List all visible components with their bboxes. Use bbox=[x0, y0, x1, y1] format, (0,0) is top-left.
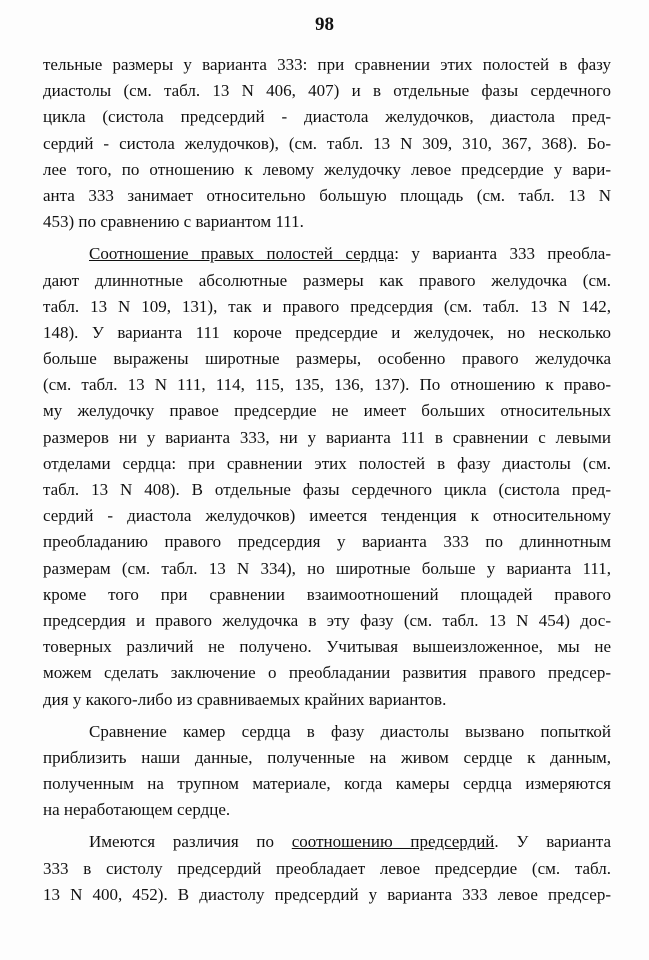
text-line: кроме того при сравнении взаимоотношений площадей правого bbox=[43, 584, 611, 604]
page-body bbox=[43, 52, 611, 908]
text-line: му желудочку правое предсердие не имеет больших относительных bbox=[43, 401, 611, 421]
underlined-term: соотношению предсердий bbox=[291, 832, 495, 852]
text-line: отделами сердца: при сравнении этих полостей в фазу диастолы (см. bbox=[43, 453, 611, 473]
text-line: размерам (см. табл. 13 N 334), но широтные больше у варианта 111, bbox=[43, 558, 611, 578]
text-line: предсердия и правого желудочка в эту фазу (см. табл. 13 N 454) дос- bbox=[43, 610, 611, 630]
paragraph-first-line: Сравнение камер сердца в фазу диастолы вызвано попыткой bbox=[89, 721, 611, 741]
text-line: (см. табл. 13 N 111, 114, 115, 135, 136, 137). По отношению к право- bbox=[43, 375, 611, 395]
paragraph-first-line bbox=[43, 241, 611, 267]
paragraph-first-line bbox=[43, 829, 611, 855]
text-line: цикла (систола предсердий - диастола желудочков, диастола пред- bbox=[43, 107, 611, 127]
text-line: сердий - систола желудочков), (см. табл. 13 N 309, 310, 367, 368). Бо- bbox=[43, 133, 611, 153]
text-line: табл. 13 N 109, 131), так и правого предсердия (см. табл. 13 N 142, bbox=[43, 296, 611, 316]
line-continuation: : у варианта 333 преобла- bbox=[394, 244, 611, 264]
text-line: 333 в систолу предсердий преобладает левое предсердие (см. табл. bbox=[43, 858, 611, 878]
line-continuation: . У варианта bbox=[494, 832, 611, 852]
text-line: товерных различий не получено. Учитывая вышеизложенное, мы не bbox=[43, 637, 611, 657]
text-line: полученным на трупном материале, когда камеры сердца измеряются bbox=[43, 774, 611, 794]
page-number: 98 bbox=[315, 14, 334, 35]
text-line: приблизить наши данные, полученные на живом сердце к данным, bbox=[43, 747, 611, 767]
text-line: сердий - диастола желудочков) имеется тенденция к относительному bbox=[43, 506, 611, 526]
text-line: дия у какого-либо из сравниваемых крайних вариантов. bbox=[43, 689, 447, 709]
text-line: тельные размеры у варианта 333: при сравнении этих полостей в фазу bbox=[43, 55, 611, 74]
text-line: лее того, по отношению к левому желудочку левое предсердие у вари- bbox=[43, 159, 611, 179]
line-lead: Имеются различия по bbox=[89, 832, 292, 852]
text-line: на неработающем сердце. bbox=[43, 800, 231, 820]
text-line: 13 N 400, 452). В диастолу предсердий у варианта 333 левое предсер- bbox=[43, 884, 611, 904]
text-line: анта 333 занимает относительно большую площадь (см. табл. 13 N bbox=[43, 185, 611, 205]
text-line: 148). У варианта 111 короче предсердие и желудочек, но несколько bbox=[43, 322, 611, 342]
text-line: 453) по сравнению с вариантом 111. bbox=[43, 212, 304, 232]
text-line: дают длиннотные абсолютные размеры как правого желудочка (см. bbox=[43, 270, 611, 290]
text-line: преобладанию правого предсердия у варианта 333 по длиннотным bbox=[43, 532, 611, 552]
text-line: диастолы (см. табл. 13 N 406, 407) и в отдельные фазы сердечного bbox=[43, 81, 611, 101]
underlined-heading: Соотношение правых полостей сердца bbox=[89, 244, 395, 264]
text-line: табл. 13 N 408). В отдельные фазы сердечного цикла (систола пред- bbox=[43, 480, 611, 499]
text-line: размеров ни у варианта 333, ни у варианта 111 в сравнении с левыми bbox=[43, 427, 611, 447]
text-line: больше выражены широтные размеры, особенно правого желудочка bbox=[43, 349, 611, 369]
text-line: можем сделать заключение о преобладании развития правого предсер- bbox=[43, 663, 611, 683]
